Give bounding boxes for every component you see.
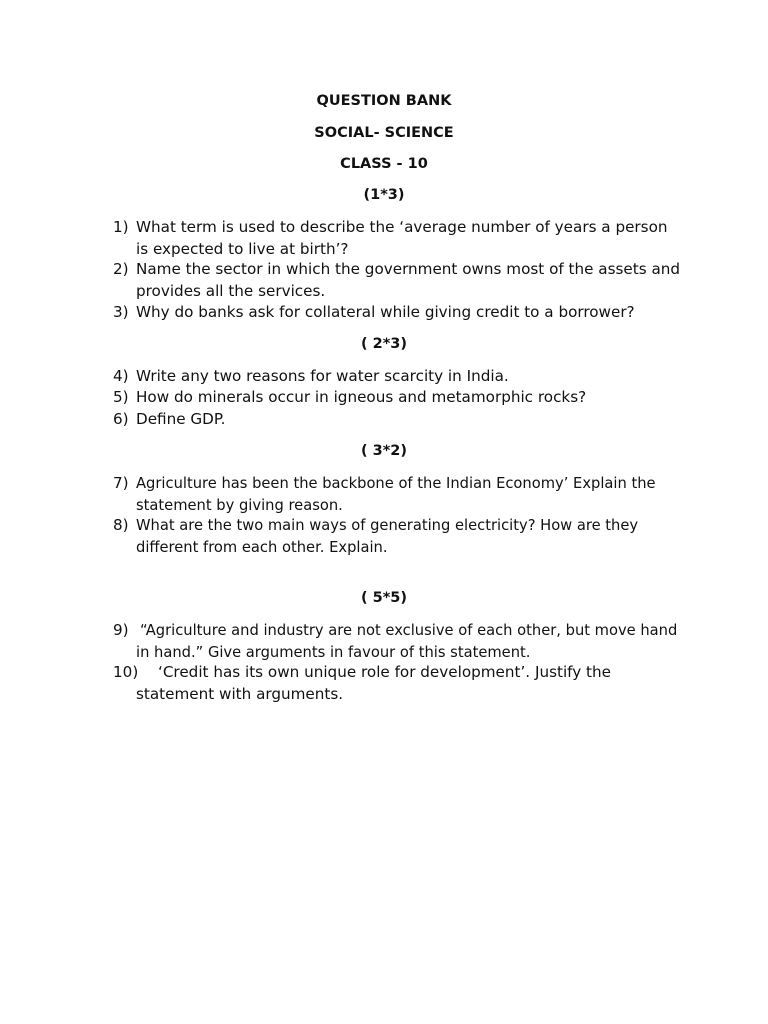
question-number: 9) <box>113 621 129 639</box>
question-number: 7) <box>113 474 129 492</box>
question-text: “Agriculture and industry are not exclusive of each other, but move hand in hand.” Give arguments in favour of this statement. <box>136 622 678 661</box>
question-text: Write any two reasons for water scarcity in India. <box>136 367 509 385</box>
document-title: QUESTION BANK <box>316 93 452 109</box>
question-number: 1) <box>113 218 129 236</box>
question-item <box>113 620 683 663</box>
question-item <box>113 366 683 388</box>
question-number: 6) <box>113 410 129 428</box>
question-text: What are the two main ways of generating electricity? How are they different from each other. Explain. <box>136 517 639 556</box>
subject-heading: SOCIAL- SCIENCE <box>314 125 454 141</box>
question-number: 4) <box>113 367 129 385</box>
question-number: 3) <box>113 303 129 321</box>
question-text: Agriculture has been the backbone of the Indian Economy’ Explain the statement by giving reason. <box>136 475 656 514</box>
question-text: Why do banks ask for collateral while giving credit to a borrower? <box>136 303 635 321</box>
section-marks-heading: ( 2*3) <box>360 336 408 352</box>
question-text: Define GDP. <box>136 410 226 428</box>
question-item <box>113 302 683 324</box>
question-number: 2) <box>113 260 129 278</box>
question-item <box>113 217 683 260</box>
question-item <box>113 259 683 302</box>
question-number: 8) <box>113 516 129 534</box>
question-item <box>113 387 683 409</box>
question-number: 10) <box>113 663 139 681</box>
question-text: What term is used to describe the ‘average number of years a person is expected to live at birth’? <box>136 218 668 258</box>
question-item <box>113 473 683 516</box>
question-text: How do minerals occur in igneous and metamorphic rocks? <box>136 388 587 406</box>
section-marks-heading: ( 5*5) <box>360 590 408 606</box>
question-text: Name the sector in which the government owns most of the assets and provides all the services. <box>136 260 681 300</box>
question-number: 5) <box>113 388 129 406</box>
section-marks-heading: (1*3) <box>363 187 405 203</box>
question-text: ‘Credit has its own unique role for development’. Justify the statement with arguments. <box>136 663 611 703</box>
class-heading: CLASS - 10 <box>340 156 428 172</box>
question-item <box>113 662 683 705</box>
question-item <box>113 515 683 558</box>
section-marks-heading: ( 3*2) <box>360 443 408 459</box>
question-item <box>113 409 683 431</box>
